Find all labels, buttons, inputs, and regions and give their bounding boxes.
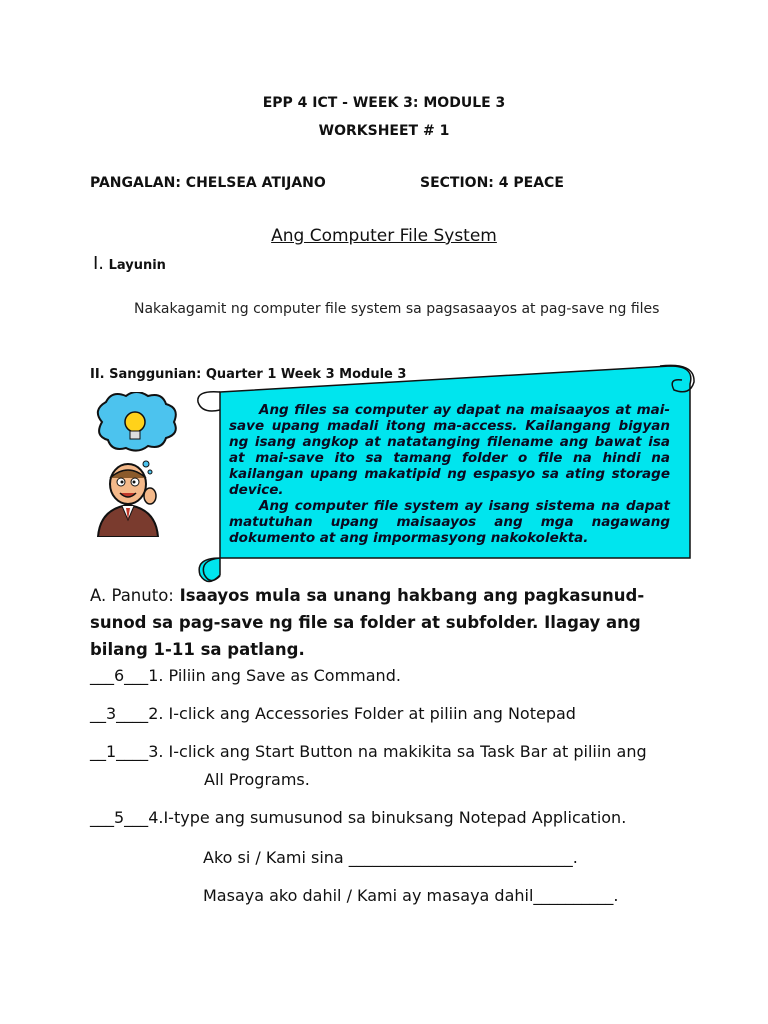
- list-item-continuation: All Programs.: [204, 770, 310, 789]
- scroll-left-curl: [198, 392, 220, 411]
- list-item: ___5___4.I-type ang sumusunod sa binuksang Notepad Application.: [90, 808, 627, 827]
- thinking-man-illustration: [88, 392, 184, 537]
- objective-heading: [93, 253, 166, 274]
- list-item: ___6___1. Piliin ang Save as Command.: [90, 666, 401, 685]
- fill-line-1[interactable]: Ako si / Kami sina ____________________________.: [203, 848, 578, 867]
- student-section: SECTION: 4 PEACE: [420, 175, 564, 191]
- worksheet-header-module: EPP 4 ICT - WEEK 3: MODULE 3: [262, 95, 506, 111]
- objective-label: Layunin: [108, 258, 166, 273]
- fill-line-2[interactable]: Masaya ako dahil / Kami ay masaya dahil__________.: [203, 886, 619, 905]
- instructions: [90, 582, 690, 663]
- answer-blank[interactable]: ___6___: [90, 666, 149, 685]
- scroll-content: [229, 402, 670, 546]
- answer-blank[interactable]: ___5___: [90, 808, 149, 827]
- objective-number: I.: [93, 253, 105, 274]
- objective-paragraph: Nakakagamit ng computer file system sa pagsasaayos at pag-save ng files: [134, 301, 660, 317]
- instructions-text: Isaayos mula sa unang hakbang ang pagkasunud-sunod sa pag-save ng file sa folder at subfolder. Ilagay ang bilang 1-11 sa patlang.: [90, 586, 645, 659]
- answer-blank[interactable]: __3____: [90, 704, 149, 723]
- reference-heading: II. Sanggunian: Quarter 1 Week 3 Module 3: [90, 367, 407, 382]
- objective-text: [90, 298, 677, 320]
- worksheet-header-number: WORKSHEET # 1: [318, 123, 450, 139]
- instructions-label: A. Panuto:: [90, 586, 174, 605]
- list-item: __1____3. I-click ang Start Button na makikita sa Task Bar at piliin ang: [90, 742, 647, 761]
- list-item: __3____2. I-click ang Accessories Folder at piliin ang Notepad: [90, 704, 576, 723]
- scroll-paragraph-2: Ang computer file system ay isang sistema na dapat matutuhan upang maisaayos ang mga nagawang dokumento at ang impormasyong nakokolekta.: [229, 498, 670, 546]
- document-title: Ang Computer File System: [271, 226, 497, 246]
- student-name: PANGALAN: CHELSEA ATIJANO: [90, 175, 326, 191]
- answer-blank[interactable]: __1____: [90, 742, 149, 761]
- scroll-paragraph-1: Ang files sa computer ay dapat na maisaayos at mai-save upang madali itong ma-access. Kailangang bigyan ng isang angkop at natatanging filename ang bawat isa at mai-save ito sa tamang folder o file na hindi na kailangan upang makatipid ng espasyo sa ating storage device.: [229, 402, 670, 498]
